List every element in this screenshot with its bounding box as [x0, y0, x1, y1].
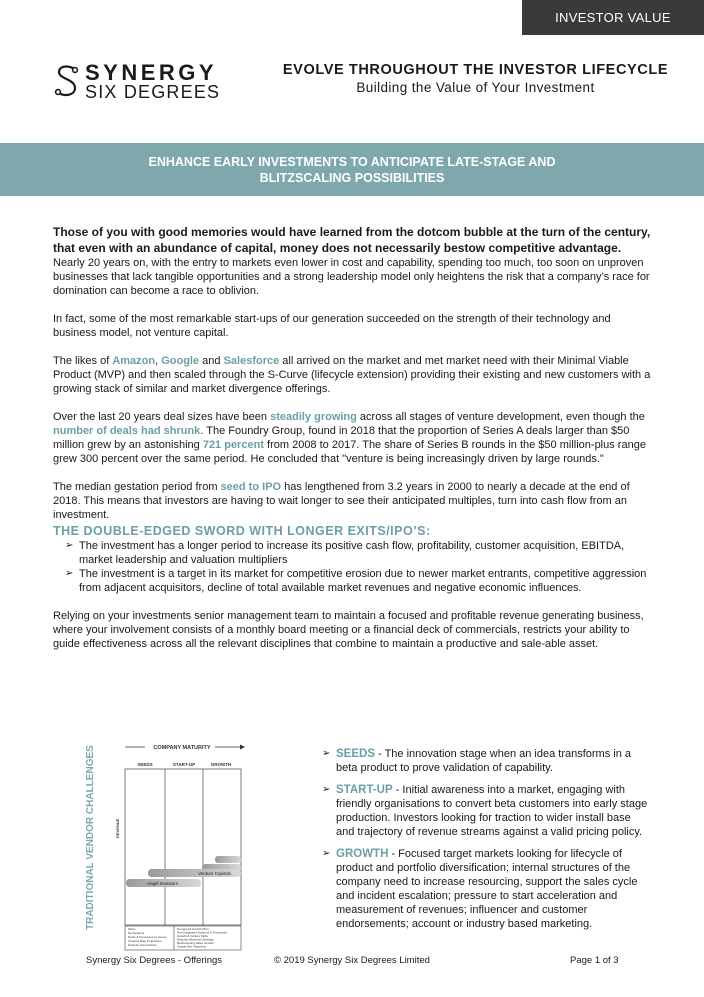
highlight-seed-to-ipo: seed to IPO	[220, 481, 282, 493]
paragraph-examples	[53, 354, 653, 396]
stage-term: GROWTH	[336, 848, 389, 860]
intro-lead: Those of you with good memories would have learned from the dotcom bubble at the turn of the century, that even with an abundance of capital, money does not necessarily bestow competitive advantage.	[53, 225, 651, 255]
text-run: all arrived on the market and met market need with their Minimal Viable Product (MVP) and then scaled through the S-Curve (lifecycle extension) providing their existing and new customers with a growing stack of similar and market divergence offerings.	[53, 355, 651, 395]
highlight-steadily-growing: steadily growing	[270, 411, 357, 423]
stage-item-growth	[322, 847, 648, 931]
stage-item-seeds	[322, 747, 648, 775]
highlight-721-percent: 721 percent	[202, 439, 264, 451]
stage-desc: - Focused target markets looking for lifecycle of product and portfolio diversification; internal structures of the company need to increase resourcing, support the sales cycle and incident escalation; pressure to start acceleration and measurement of revenues; influencer and customer endorsements; account or industry based marketing.	[336, 848, 638, 930]
text-run: has lengthened from 3.2 years in 2000 to nearly a decade at the end of 2018. This means that investors are having to wait longer to see their anticipated multiples, turn into cash flow from an investment.	[53, 481, 630, 521]
sword-bullet-list	[67, 539, 653, 595]
bar-label-venture-capitals: Venture Capitals	[198, 871, 232, 876]
stage-label-seeds: SEEDS	[137, 762, 153, 767]
text-run: Over the last 20 years deal sizes have been	[53, 411, 271, 423]
highlight-amazon: Amazon	[112, 355, 156, 367]
text-run: ,	[155, 355, 162, 367]
stage-term: START-UP	[336, 784, 393, 796]
bar-label-angel-investors: Angel Investors	[147, 881, 179, 886]
highlight-salesforce: Salesforce	[223, 355, 280, 367]
y-axis-label: REVENUE	[115, 818, 120, 838]
paragraph-startups: In fact, some of the most remarkable start-ups of our generation succeeded on the strength of their technology and business model, not venture capital.	[53, 313, 611, 339]
bullet-item: ➢ The investment has a longer period to increase its positive cash flow, profitability, customer acquisition, EBITDA, market leadership and valuation multipliers	[67, 539, 653, 567]
page-subtitle: Building the Value of Your Investment	[356, 80, 595, 95]
legend-item: No Systems	[128, 931, 145, 935]
legend-item: Timeline Bias Projections	[128, 939, 162, 943]
company-maturity-diagram	[80, 738, 252, 952]
text-run: from 2008 to 2017. The share of Series B rounds in the $50 million-plus range grew 300 percent over the same period. He concluded that "venture is being increasingly driven by large rounds."	[53, 439, 646, 465]
stage-desc: - The innovation stage when an idea transforms in a beta product to prove validation of capability.	[336, 748, 632, 774]
stage-label-growth: GROWTH	[210, 762, 232, 767]
logo-line1: SYNERGY	[85, 60, 218, 85]
legend-item: Non Integrated Systems & Processes	[177, 930, 227, 935]
text-run: across all stages of venture development, even though the	[356, 411, 645, 423]
legend-item: Growth & Culture Strife	[177, 934, 208, 938]
legend-item: No Agreed Growth Plan	[177, 927, 209, 931]
text-run: . The Foundry Group, found in 2018 that the proportion of Series A deals larger than $50 million grew by an astonishing	[53, 425, 630, 451]
section-tag: INVESTOR VALUE	[522, 0, 704, 35]
logo-s-icon	[53, 62, 81, 102]
paragraph-intro	[53, 224, 653, 298]
footer-left: Synergy Six Degrees - Offerings	[86, 955, 223, 966]
text-run: The median gestation period from	[53, 481, 221, 493]
section-banner	[0, 143, 704, 196]
legend-item: Restructuring Sales Growth	[177, 941, 214, 945]
legend-item: Network Connections	[128, 943, 157, 947]
banner-line1: ENHANCE EARLY INVESTMENTS TO ANTICIPATE LATE-STAGE AND	[148, 154, 556, 169]
stage-label-startup: START-UP	[172, 762, 196, 767]
bar-unlabeled	[215, 856, 241, 863]
stage-term: SEEDS	[336, 748, 375, 760]
company-logo	[53, 60, 243, 105]
paragraph-management: Relying on your investments senior management team to maintain a focused and profitable revenue generating business, where your involvement consists of a monthly board meeting or a financial deck of commercials, restricts your ability to guide effectiveness across all the relevant disciplines that combine to maintain a productive and sale-able asset.	[53, 610, 644, 650]
bullet-item: ➢ The investment is a target in its market for competitive erosion due to newer market entrants, competitive aggression from adjacent acquisitors, decline of total available market revenues and negative economic influences.	[67, 567, 653, 595]
paragraph-gestation	[53, 480, 653, 522]
section-heading: THE DOUBLE-EDGED SWORD WITH LONGER EXITS/IPO’S:	[53, 524, 431, 538]
highlight-deals-shrunk: number of deals had shrunk	[53, 425, 201, 437]
legend-left	[128, 927, 167, 947]
stage-desc: - Initial awareness into a market, engaging with friendly organisations to convert beta customers into early stage production. Investors looking for traction to wider install base and trajectory of revenue streams against a valid pricing policy.	[336, 784, 648, 838]
logo-line2: SIX DEGREES	[85, 82, 221, 102]
legend-item: Roles & Processes by Gurus	[128, 935, 167, 939]
chart-top-title: COMPANY MATURITY	[153, 745, 211, 751]
body-text	[53, 224, 653, 665]
stage-item-startup	[322, 783, 648, 839]
text-run: The likes of	[53, 355, 113, 367]
page-title: EVOLVE THROUGHOUT THE INVESTOR LIFECYCLE	[282, 62, 669, 78]
footer-center: © 2019 Synergy Six Degrees Limited	[274, 955, 430, 966]
footer-page-number: Page 1 of 3	[570, 955, 619, 966]
banner-line2: BLITZSCALING POSSIBILITIES	[259, 170, 445, 185]
legend-item: Reactive Business Strategy	[177, 937, 214, 942]
legend-item: Sales	[128, 927, 136, 931]
chart-vertical-title: TRADITIONAL VENDOR CHALLENGES	[85, 745, 96, 930]
intro-rest: Nearly 20 years on, with the entry to markets even lower in cost and capability, spending too much, too soon on unproven businesses that lack tangible opportunities and a strong leadership model only heightens the risk that a company’s race for domination can become a race to oblivion.	[53, 257, 650, 297]
chart-frame	[125, 769, 241, 925]
text-run: and	[199, 355, 224, 367]
legend-right	[177, 927, 227, 949]
paragraph-deal-sizes	[53, 410, 653, 466]
highlight-google: Google	[161, 355, 200, 367]
legend-item: Scatter Bus Targeting	[177, 944, 206, 949]
stages-list	[322, 747, 648, 939]
